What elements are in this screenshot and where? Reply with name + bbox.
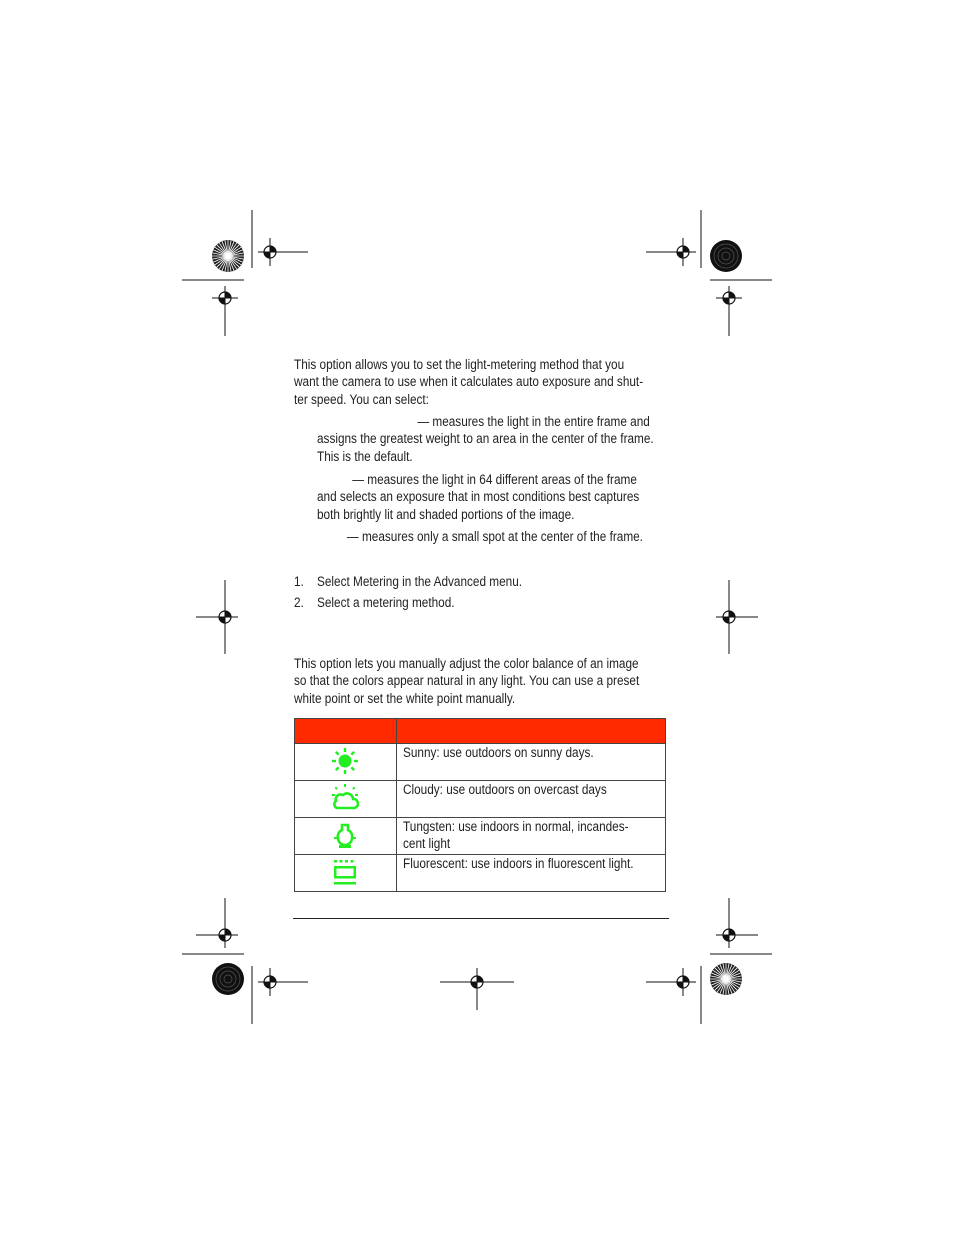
option-line: assigns the greatest weight to an area in the center of the frame.	[317, 431, 654, 447]
metering-intro-line: want the camera to use when it calculates auto exposure and shut-	[294, 374, 644, 390]
step-number: 1.	[294, 574, 304, 589]
table-row	[295, 818, 666, 855]
icon-cell	[295, 744, 397, 781]
description-cell	[396, 855, 665, 892]
cloud-icon	[331, 784, 359, 812]
description-cell	[396, 781, 665, 818]
metering-option-matrix	[317, 471, 683, 523]
table-header-cell	[396, 719, 665, 744]
wb-intro-line: This option lets you manually adjust the color balance of an image	[294, 656, 639, 671]
sun-icon	[331, 747, 359, 775]
description-text: Fluorescent: use indoors in fluorescent light.	[402, 856, 634, 871]
metering-intro-line: This option allows you to set the light-metering method that you	[294, 357, 625, 372]
table-header-row	[295, 719, 666, 744]
option-line: — measures the light in 64 different areas of the frame	[352, 472, 637, 487]
white-balance-table	[294, 718, 666, 892]
description-text: Tungsten: use indoors in normal, incandes-	[402, 819, 629, 834]
wb-intro-line: white point or set the white point manually.	[294, 690, 516, 706]
step-text: Select Metering in the Advanced menu.	[317, 574, 523, 589]
step-number: 2.	[294, 595, 304, 610]
metering-intro-line: ter speed. You can select:	[294, 391, 429, 407]
footer-rule	[293, 918, 669, 919]
table-row	[295, 781, 666, 818]
light-bulb-icon	[331, 821, 359, 849]
option-line: — measures the light in the entire frame and	[417, 414, 650, 429]
description-text: Cloudy: use outdoors on overcast days	[402, 782, 607, 797]
metering-option-center-weighted	[317, 413, 700, 465]
description-text: Sunny: use outdoors on sunny days.	[402, 745, 594, 760]
icon-cell	[295, 781, 397, 818]
icon-cell	[295, 818, 397, 855]
option-line: both brightly lit and shaded portions of the image.	[317, 506, 575, 522]
fluorescent-icon	[331, 858, 359, 886]
option-line: — measures only a small spot at the center of the frame.	[346, 529, 643, 544]
white-balance-intro	[294, 655, 686, 707]
wb-intro-line: so that the colors appear natural in any light. You can use a preset	[294, 673, 640, 689]
description-text: cent light	[402, 836, 451, 851]
table-header-cell	[295, 719, 397, 744]
metering-option-spot	[317, 528, 687, 545]
description-cell	[396, 818, 665, 855]
description-cell	[396, 744, 665, 781]
table-row	[295, 744, 666, 781]
table-row	[295, 855, 666, 892]
step-text: Select a metering method.	[317, 595, 455, 610]
option-line: and selects an exposure that in most conditions best captures	[317, 489, 640, 505]
icon-cell	[295, 855, 397, 892]
option-line: This is the default.	[317, 448, 413, 464]
metering-intro	[294, 356, 691, 408]
